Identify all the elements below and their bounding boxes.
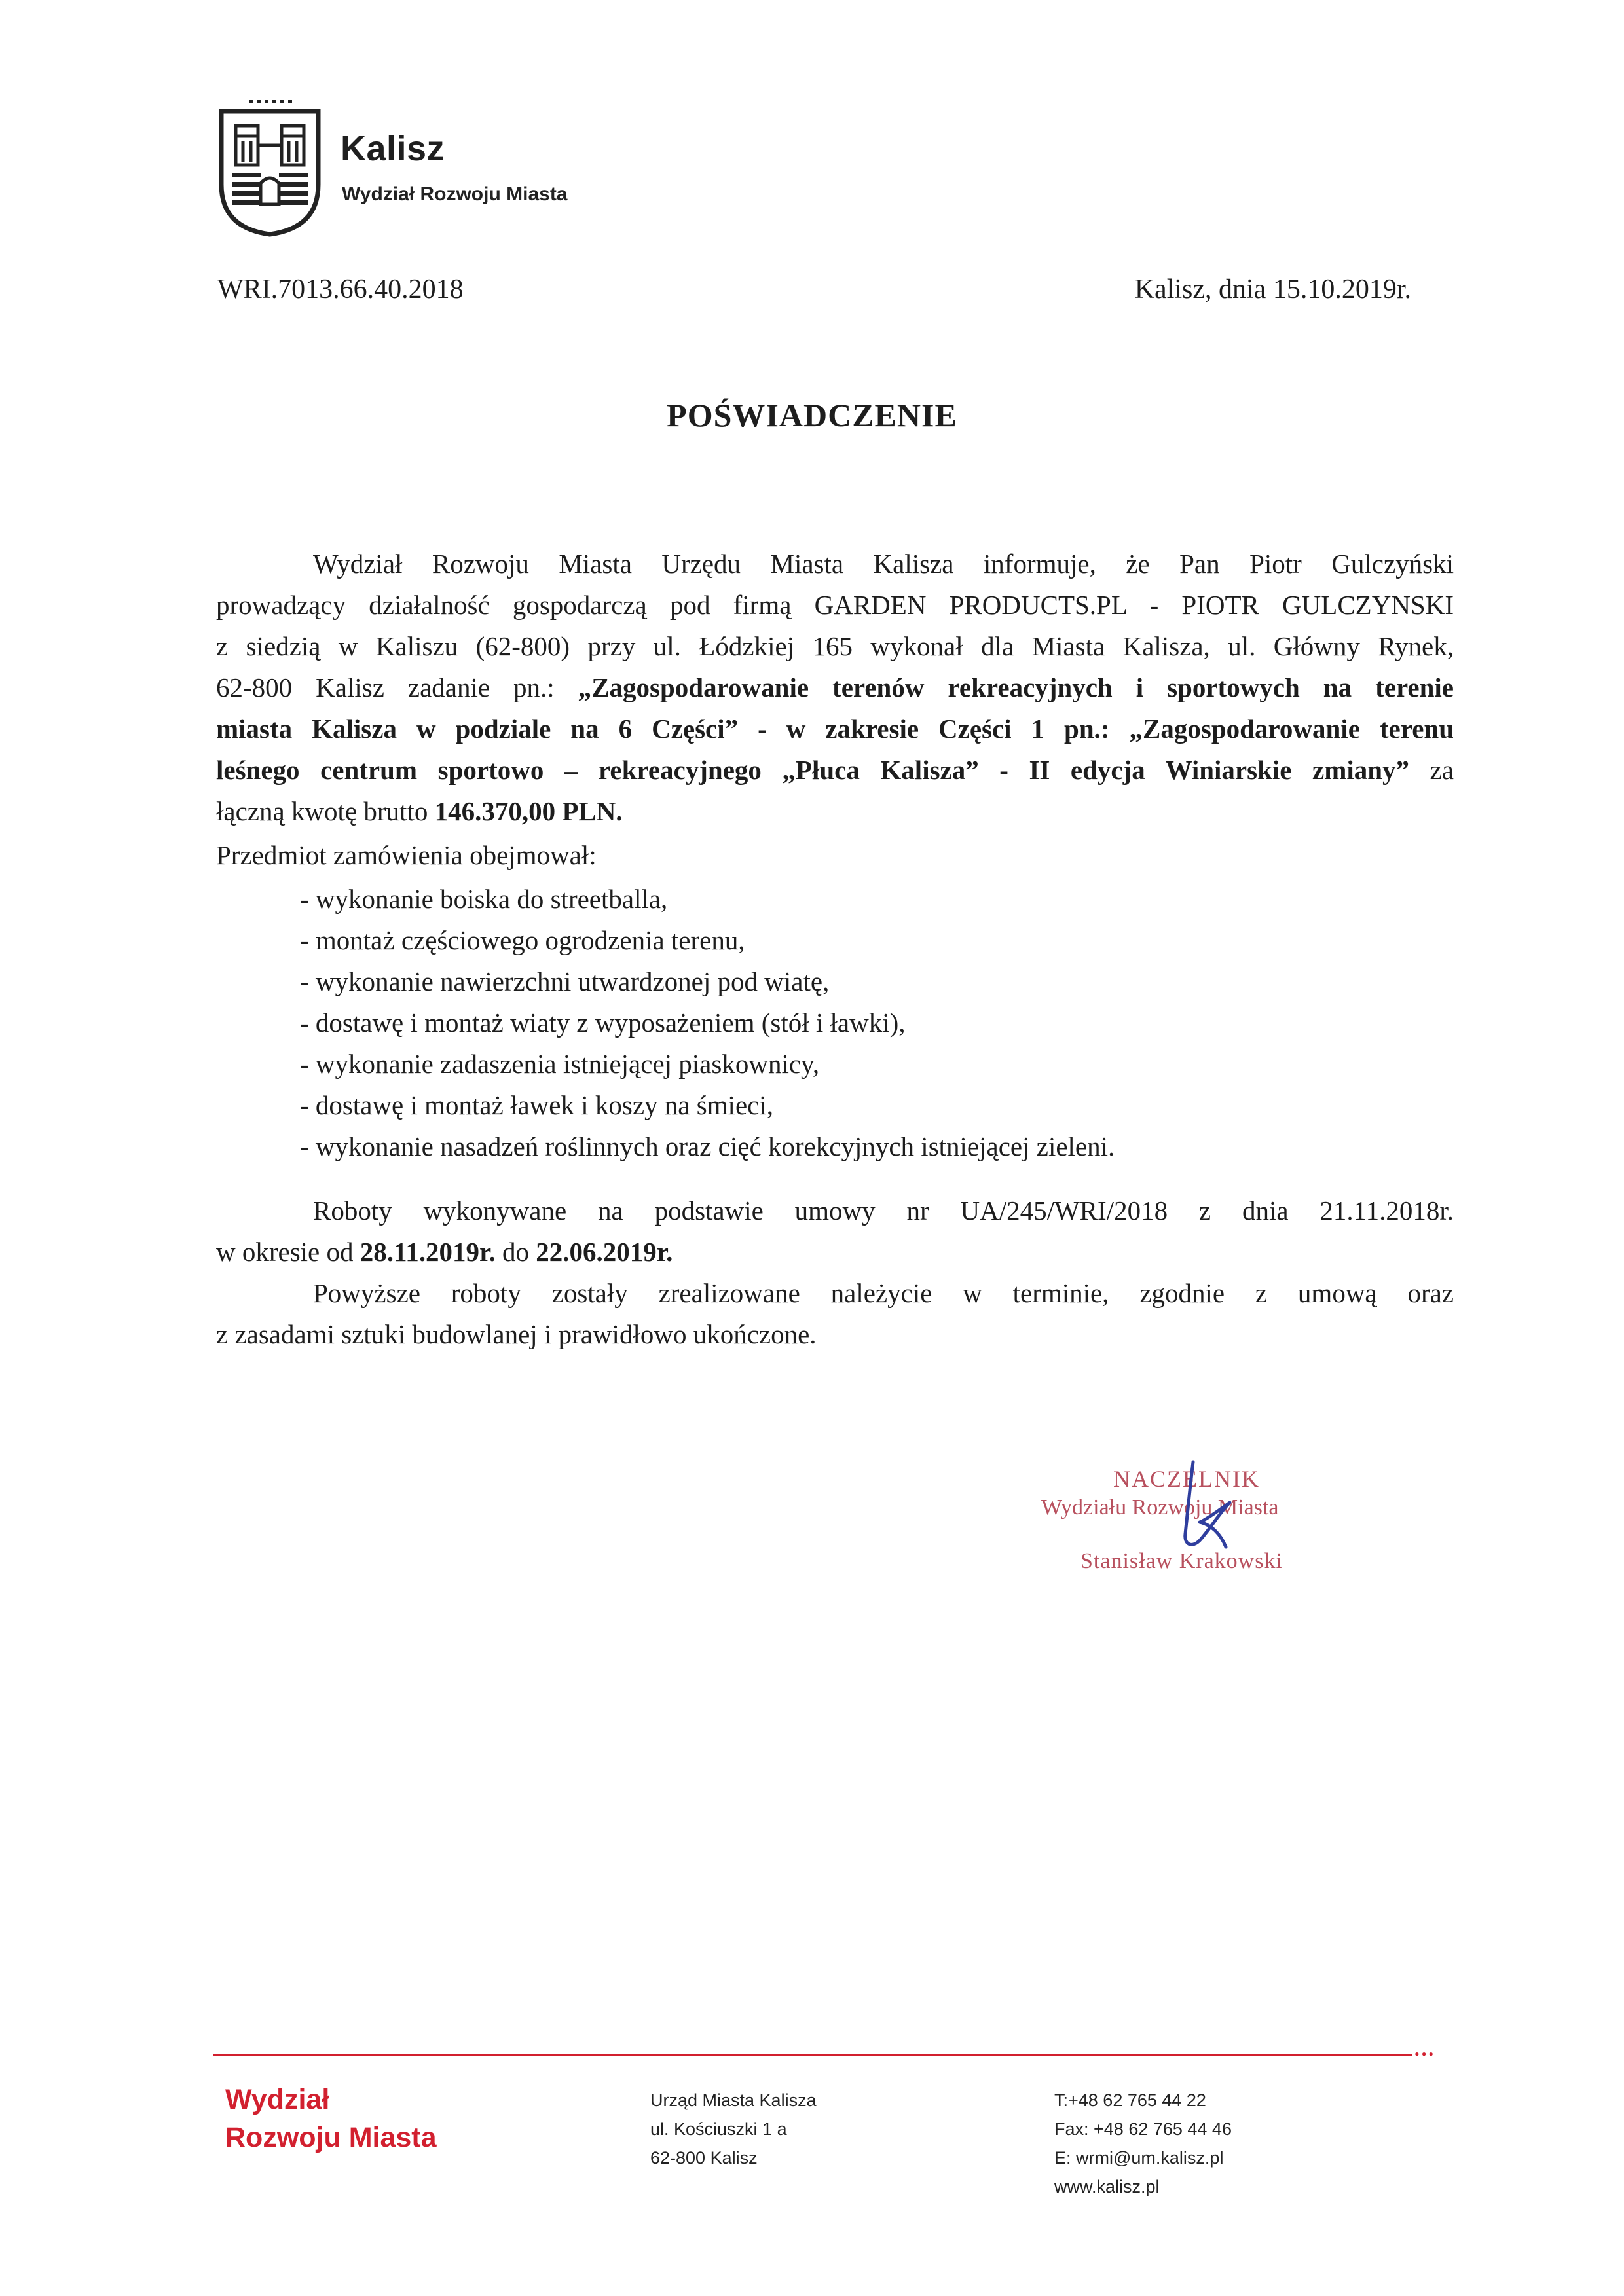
- document-title: POŚWIADCZENIE: [667, 397, 957, 433]
- body-line: [216, 791, 1454, 832]
- fax-number: Fax: +48 62 765 44 46: [1054, 2119, 1232, 2139]
- address-line: ul. Kościuszki 1 a: [650, 2119, 787, 2139]
- body-paragraph: [216, 543, 1454, 832]
- works-line: Roboty wykonywane na podstawie umowy nr UA/245/WRI/2018 z dnia 21.11.2018r.: [313, 1195, 1454, 1226]
- body-line: Wydział Rozwoju Miasta Urzędu Miasta Kalisza informuje, że Pan Piotr Gulczyński: [313, 549, 1454, 579]
- task-name-bold: „Zagospodarowanie terenów rekreacyjnych i sportowych na terenie: [578, 672, 1454, 702]
- body-text: 62-800 Kalisz zadanie pn.:: [216, 672, 578, 702]
- body-line: [216, 750, 1454, 791]
- list-item: - dostawę i montaż wiaty z wyposażeniem (stół i ławki),: [300, 1008, 906, 1038]
- body-line: prowadzący działalność gospodarczą pod firmą GARDEN PRODUCTS.PL - PIOTR GULCZYNSKI: [216, 590, 1454, 620]
- amount-bold: 146.370,00 PLN.: [434, 796, 623, 826]
- org-name: Kalisz: [341, 129, 445, 168]
- dept-name: Wydział Rozwoju Miasta: [342, 183, 568, 205]
- works-paragraph: [216, 1190, 1454, 1355]
- body-text: za: [1409, 755, 1454, 785]
- stamp-person: Stanisław Krakowski: [1080, 1549, 1283, 1573]
- works-line: z zasadami sztuki budowlanej i prawidłowo ukończone.: [216, 1319, 817, 1349]
- list-item: - wykonanie zadaszenia istniejącej piaskownicy,: [300, 1049, 820, 1079]
- body-line: miasta Kalisza w podziale na 6 Części” - w zakresie Części 1 pn.: „Zagospodarowanie terenu: [216, 714, 1454, 744]
- start-date: 28.11.2019r.: [360, 1237, 496, 1267]
- works-line: Powyższe roboty zostały zrealizowane należycie w terminie, zgodnie z umową oraz: [313, 1278, 1454, 1308]
- address-line: 62-800 Kalisz: [650, 2148, 758, 2168]
- body-line: [216, 667, 1454, 708]
- reference-number: WRI.7013.66.40.2018: [217, 274, 464, 304]
- footer-divider-dots: •••: [1414, 2046, 1436, 2062]
- footer-contact: [1054, 2086, 1232, 2201]
- footer-brand-line: Wydział: [225, 2084, 330, 2115]
- task-name-bold: leśnego centrum sportowo – rekreacyjnego „Płuca Kalisza” - II edycja Winiarskie zmiany”: [216, 755, 1410, 785]
- footer-brand: [225, 2081, 437, 2157]
- list-item: - dostawę i montaż ławek i koszy na śmieci,: [300, 1090, 773, 1120]
- scope-section: [216, 835, 1454, 1167]
- scope-intro: Przedmiot zamówienia obejmował:: [216, 840, 597, 870]
- end-date: 22.06.2019r.: [536, 1237, 673, 1267]
- stamp-title: NACZELNIK: [1113, 1466, 1260, 1492]
- list-item: - wykonanie nawierzchni utwardzonej pod wiatę,: [300, 966, 830, 996]
- address-line: Urząd Miasta Kalisza: [650, 2090, 817, 2110]
- footer-address: [650, 2086, 817, 2172]
- body-line: z siedzią w Kaliszu (62-800) przy ul. Łódzkiej 165 wykonał dla Miasta Kalisza, ul. Główny Rynek,: [216, 631, 1454, 661]
- date-line: Kalisz, dnia 15.10.2019r.: [1134, 274, 1411, 304]
- kalisz-castle-crest-icon: [215, 100, 325, 237]
- footer-divider: [213, 2054, 1412, 2056]
- handwritten-signature: [1153, 1457, 1244, 1555]
- list-item: - wykonanie nasadzeń roślinnych oraz cięć korekcyjnych istniejącej zieleni.: [300, 1131, 1115, 1161]
- stamp-department: Wydziału Rozwoju Miasta: [1041, 1495, 1279, 1520]
- phone-number: T:+48 62 765 44 22: [1054, 2090, 1206, 2110]
- list-item: - wykonanie boiska do streetballa,: [300, 884, 668, 914]
- works-line: [216, 1231, 1454, 1273]
- website-link[interactable]: www.kalisz.pl: [1054, 2177, 1160, 2196]
- works-text: do: [495, 1237, 536, 1267]
- email-address[interactable]: E: wrmi@um.kalisz.pl: [1054, 2148, 1224, 2168]
- footer-brand-line: Rozwoju Miasta: [225, 2122, 437, 2153]
- works-text: w okresie od: [216, 1237, 360, 1267]
- list-item: - montaż częściowego ogrodzenia terenu,: [300, 925, 745, 955]
- body-text: łączną kwotę brutto: [216, 796, 435, 826]
